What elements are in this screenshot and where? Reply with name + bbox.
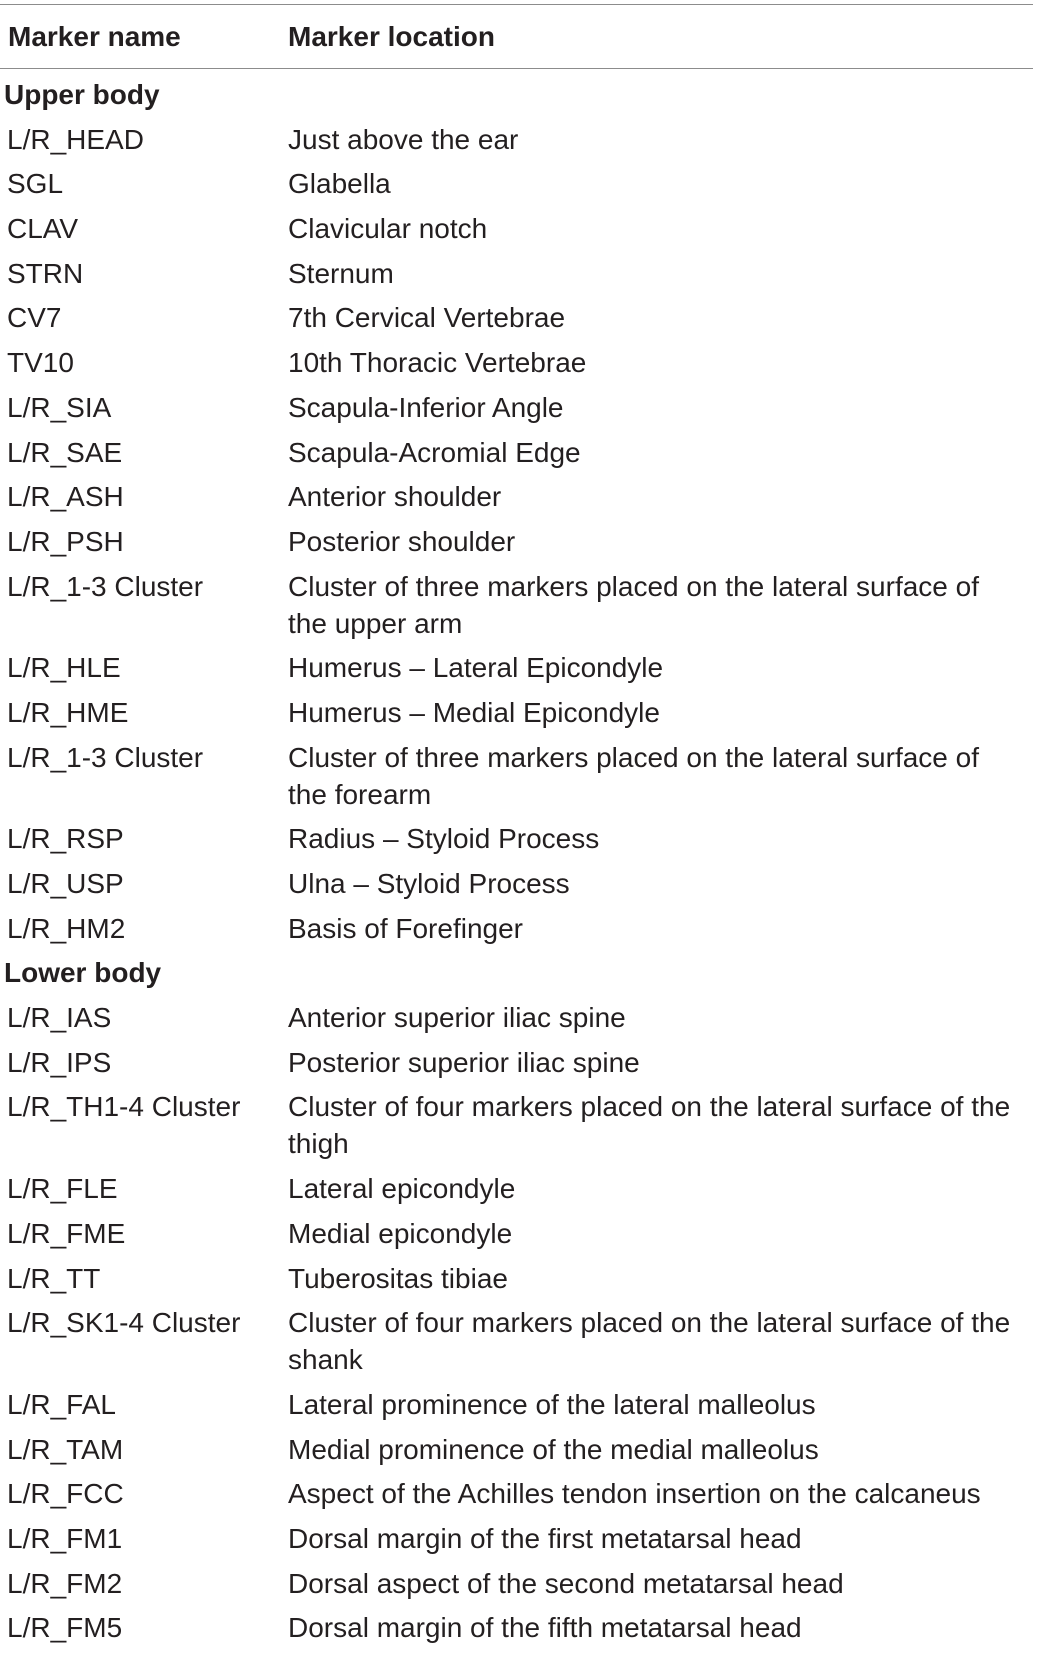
marker-name-cell: L/R_FME	[7, 1217, 126, 1249]
marker-location-cell: Humerus – Medial Epicondyle	[288, 696, 660, 728]
marker-name-cell: L/R_TAM	[7, 1433, 124, 1465]
marker-location-cell: Humerus – Lateral Epicondyle	[288, 652, 664, 684]
marker-name-cell: L/R_IPS	[7, 1046, 112, 1078]
marker-name-cell: L/R_TT	[7, 1262, 101, 1294]
section-heading-row	[0, 954, 1041, 999]
marker-name-cell: L/R_USP	[7, 868, 124, 899]
table-row	[0, 999, 1041, 1044]
marker-name-cell: L/R_FM2	[7, 1567, 123, 1599]
marker-location-cell: Medial prominence of the medial malleolus	[288, 1433, 819, 1465]
marker-location-cell: Cluster of three markers placed on the lateral surface of the upper arm	[288, 570, 980, 639]
table-row	[0, 523, 1041, 568]
marker-location-cell: Scapula-Inferior Angle	[288, 391, 564, 423]
table-row	[0, 1215, 1041, 1260]
marker-name-cell: L/R_IAS	[7, 1002, 112, 1034]
table-row	[0, 434, 1041, 479]
table-row	[0, 568, 1041, 650]
table-row	[0, 649, 1041, 694]
marker-location-cell: Lateral prominence of the lateral malleolus	[288, 1388, 816, 1420]
table-row	[0, 1431, 1041, 1476]
marker-location-cell: Dorsal margin of the fifth metatarsal head	[288, 1612, 802, 1644]
marker-name-cell: L/R_FM5	[7, 1612, 123, 1644]
marker-name-cell: L/R_FM1	[7, 1522, 123, 1554]
table-row	[0, 1565, 1041, 1610]
marker-name-cell: CLAV	[7, 213, 79, 245]
column-header-marker-name: Marker name	[8, 21, 181, 52]
marker-name-cell: CV7	[7, 302, 62, 334]
marker-location-cell: Medial epicondyle	[288, 1217, 513, 1249]
table-row	[0, 865, 1041, 910]
table-row	[0, 1609, 1041, 1654]
marker-name-cell: L/R_SAE	[7, 436, 123, 468]
marker-location-cell: Lateral epicondyle	[288, 1173, 516, 1205]
section-heading: Upper body	[4, 79, 160, 110]
marker-location-cell: Dorsal aspect of the second metatarsal head	[288, 1567, 844, 1599]
table-row	[0, 820, 1041, 865]
table-row	[0, 478, 1041, 523]
table-row	[0, 210, 1041, 255]
table-row	[0, 910, 1041, 955]
marker-location-cell: Radius – Styloid Process	[288, 823, 600, 855]
marker-name-cell: L/R_RSP	[7, 823, 124, 855]
table-row	[0, 344, 1041, 389]
marker-location-cell: Cluster of three markers placed on the lateral surface of the forearm	[288, 741, 980, 810]
marker-location-cell: Posterior superior iliac spine	[288, 1046, 640, 1078]
marker-location-cell: Clavicular notch	[288, 213, 488, 245]
table-row	[0, 1260, 1041, 1305]
marker-location-cell: Posterior shoulder	[288, 525, 516, 557]
marker-name-cell: L/R_HME	[7, 696, 129, 728]
table-row	[0, 1170, 1041, 1215]
table-row	[0, 1044, 1041, 1089]
marker-name-cell: STRN	[7, 257, 84, 289]
table-row	[0, 299, 1041, 344]
table-row	[0, 255, 1041, 300]
table-top-rule	[0, 4, 1033, 5]
table-row	[0, 121, 1041, 166]
marker-name-cell: SGL	[7, 168, 64, 200]
column-header-marker-location: Marker location	[288, 21, 495, 52]
marker-name-cell: L/R_HM2	[7, 912, 126, 944]
marker-location-cell: Aspect of the Achilles tendon insertion on the calcaneus	[288, 1478, 981, 1510]
table-row	[0, 1088, 1041, 1170]
marker-name-cell: L/R_PSH	[7, 525, 124, 557]
marker-location-cell: Glabella	[288, 168, 391, 200]
marker-name-cell: L/R_FLE	[7, 1173, 118, 1205]
marker-location-cell: Dorsal margin of the first metatarsal head	[288, 1522, 802, 1554]
marker-location-cell: Anterior superior iliac spine	[288, 1002, 626, 1034]
marker-name-cell: TV10	[7, 347, 74, 379]
marker-location-cell: Just above the ear	[288, 123, 519, 155]
marker-location-cell: 7th Cervical Vertebrae	[288, 302, 566, 334]
marker-name-cell: L/R_FAL	[7, 1388, 116, 1420]
marker-name-cell: L/R_ASH	[7, 481, 124, 513]
table-row	[0, 739, 1041, 821]
section-heading-row	[0, 76, 1041, 121]
marker-name-cell: L/R_HEAD	[7, 123, 144, 155]
marker-name-cell: L/R_TH1-4 Cluster	[7, 1091, 241, 1123]
marker-name-cell: L/R_1-3 Cluster	[7, 570, 204, 602]
marker-location-cell: Basis of Forefinger	[288, 912, 523, 944]
table-row	[0, 1520, 1041, 1565]
table-row	[0, 1386, 1041, 1431]
marker-name-cell: L/R_SIA	[7, 391, 112, 423]
marker-location-cell: Scapula-Acromial Edge	[288, 436, 581, 468]
marker-name-cell: L/R_HLE	[7, 652, 121, 684]
marker-location-cell: Sternum	[288, 257, 394, 289]
marker-location-cell: 10th Thoracic Vertebrae	[288, 347, 587, 379]
marker-name-cell: L/R_SK1-4 Cluster	[7, 1307, 241, 1339]
marker-name-cell: L/R_1-3 Cluster	[7, 741, 204, 773]
table-row	[0, 694, 1041, 739]
table-row	[0, 1475, 1041, 1520]
table-body	[0, 76, 1041, 1654]
header-rule	[0, 68, 1033, 69]
marker-location-cell: Tuberositas tibiae	[288, 1262, 508, 1294]
table-row	[0, 1304, 1041, 1386]
table-row	[0, 389, 1041, 434]
marker-location-cell: Anterior shoulder	[288, 481, 502, 513]
section-heading: Lower body	[4, 957, 162, 989]
marker-location-cell: Cluster of four markers placed on the lateral surface of the shank	[288, 1307, 1011, 1376]
marker-location-cell: Ulna – Styloid Process	[288, 868, 570, 899]
marker-location-cell: Cluster of four markers placed on the lateral surface of the thigh	[288, 1091, 1011, 1160]
table-row	[0, 165, 1041, 210]
marker-name-cell: L/R_FCC	[7, 1478, 124, 1510]
